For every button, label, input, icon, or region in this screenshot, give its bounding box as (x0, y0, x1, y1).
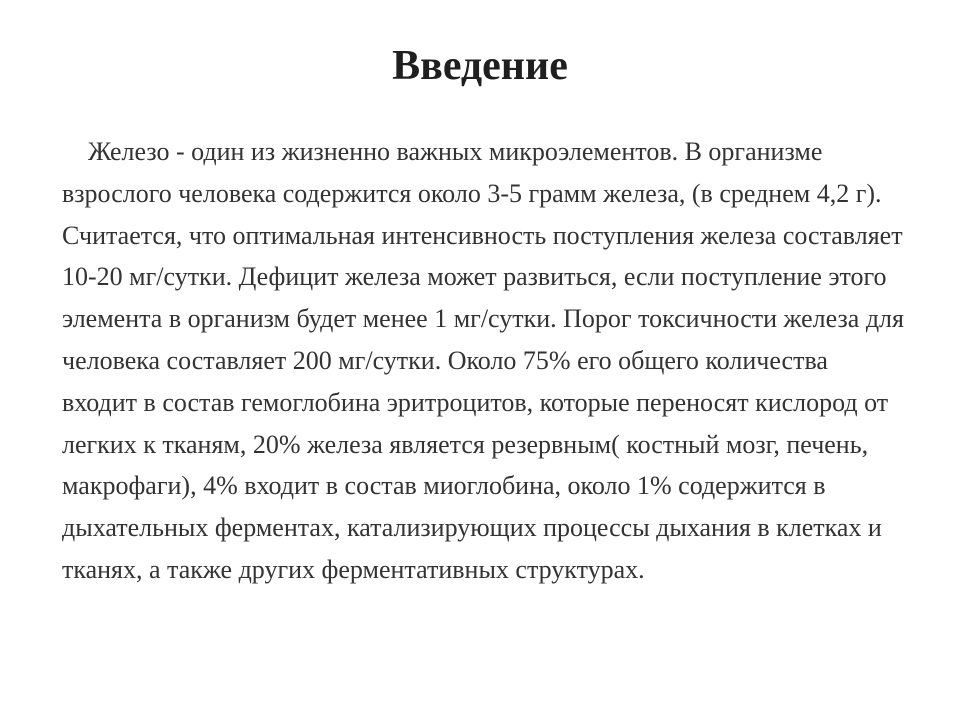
slide-body-text: Железо - один из жизненно важных микроэлементов. В организме взрослого человека содержится около 3-5 грамм железа, (в среднем 4,2 г). Считается, что оптимальная интенсивность поступления железа составляет 10-20 мг/сутки. Дефицит железа может развиться, если поступление этого элемента в организм будет менее 1 мг/сутки. Порог токсичности железа для человека составляет 200 мг/сутки. Около 75% его общего количества входит в состав гемоглобина эритроцитов, которые переносят кислород от легких к тканям, 20% железа является резервным( костный мозг, печень, макрофаги), 4% входит в состав миоглобина, около 1% содержится в дыхательных ферментах, катализирующих процессы дыхания в клетках и тканях, а также других ферментативных структурах. (62, 137, 904, 584)
slide-title: Введение (392, 43, 568, 89)
